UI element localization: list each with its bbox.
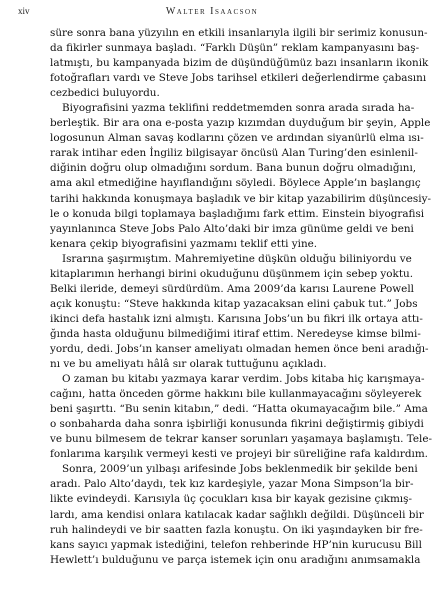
- text-line: rarak intihar eden İngiliz bilgisayar öncüsü Alan Turing’den esinlenil-: [50, 147, 418, 160]
- text-line: Sonra, 2009’un yılbaşı arifesinde Jobs beklenmedik bir şekilde beni: [62, 463, 418, 476]
- text-line: cağını, hatta önceden görme hakkını bile kullanmayacağını söyleyerek: [50, 388, 422, 401]
- text-line: berleştik. Bir ara ona e-posta yazıp kızımdan duyduğum bir şeyin, Apple: [50, 117, 431, 130]
- paragraph: [50, 372, 432, 462]
- text-line: süre sonra bana yüzyılın en etkili insanlarıyla ilgili bir serimiz konusun-: [50, 27, 428, 39]
- text-line: ikinci defa hastalık izni almıştı. Karısına Jobs’un bu fikri ilk ortaya attı-: [50, 312, 423, 325]
- text-line: kans sayıcı yapmak istediğini, telefon rehberinde HP’nin kurucusu Bill: [50, 538, 422, 551]
- text-line: kenara çekip biyografisini yazmamı teklif etti yine.: [50, 237, 318, 250]
- paragraph: [50, 462, 424, 567]
- text-line: aradı. Palo Alto’daydı, tek kız kardeşiyle, yazar Mona Simpson’la bir-: [50, 478, 414, 491]
- text-line: da fikirler sunmaya başladı. “Farklı Düşün” reklam kampanyasını baş-: [50, 42, 420, 55]
- text-line: nı ve bu ameliyatı hâlâ sır olarak tuttuğunu açıkladı.: [50, 358, 327, 371]
- text-line: yordu, dedi. Jobs’ın kanser ameliyatı olmadan hemen önce beni aradığı-: [50, 342, 429, 355]
- text-line: ve bunu bilmesem de tekrar kanser sorunları yaşamaya başlamıştı. Tele-: [50, 433, 432, 446]
- text-line: Hewlett’ı bulduğunu ve parça istemek için onu aradığını anımsamakla: [50, 553, 421, 566]
- text-line: tarihi hakkında konuşmaya başladık ve bir kitap yazabilirim düşüncesiy-: [50, 192, 431, 205]
- text-line: lardı, ama kendisi onlara katılacak kadar sağlıklı değildi. Düşünceli bir: [50, 508, 424, 521]
- text-line: kitaplarımın herhangi birini okuduğunu düşünmem için sebep yoktu.: [50, 267, 413, 280]
- body-text: [50, 26, 432, 568]
- page-header: [18, 6, 406, 20]
- text-line: o sonbaharda daha sonra işbirliği konusunda fikrini değiştirmiş gibiydi: [50, 418, 424, 431]
- text-line: le o konuda bilgi toplamaya başladığımı fark ettim. Einstein biyografisi: [50, 207, 425, 220]
- text-line: ama akıl etmediğine hayıflandığını söyledi. Böylece Apple’ın başlangıç: [50, 177, 421, 190]
- text-line: Israrına şaşırmıştım. Mahremiyetine düşkün olduğu biliniyordu ve: [62, 252, 412, 265]
- text-line: ğında hasta olduğunu bilmediğimi itiraf ettim. Neredeyse kimse bilmi-: [50, 327, 421, 340]
- text-line: cezbedici buluyordu.: [50, 87, 160, 100]
- running-head-author: Walter Isaacson: [165, 6, 259, 17]
- text-line: latmıştı, bu kampanyada bizim de düşündüğümüz bazı insanların ikonik: [50, 57, 429, 70]
- text-line: fotoğrafları vardı ve Steve Jobs tarihsel etkileri değerlendirme çabasını: [50, 72, 427, 85]
- text-line: ruh halindeydi ve bir saatten fazla konuştu. On iki yaşındayken bir fre-: [50, 523, 423, 536]
- paragraph: [50, 26, 429, 101]
- paragraph: [50, 252, 429, 372]
- text-line: açık konuştu: “Steve hakkında kitap yazacaksan elini çabuk tut.” Jobs: [50, 297, 418, 310]
- text-line: Belki ileride, demeyi sürdürdüm. Ama 2009’da karısı Laurene Powell: [50, 282, 414, 295]
- text-line: Biyografisini yazma teklifini reddetmemden sonra arada sırada ha-: [62, 102, 415, 115]
- text-line: diğinin doğru olup olmadığını sordum. Bana bunun doğru olmadığını,: [50, 162, 417, 175]
- text-line: fonlarıma karşılık vermeyi kesti ve projeyi bir süreliğine rafa kaldırdım.: [50, 448, 428, 461]
- text-line: logosunun Alman savaş kodlarını çözen ve ardından siyanürlü elma ısı-: [50, 132, 424, 145]
- text-line: O zaman bu kitabı yazmaya karar verdim. Jobs kitaba hiç karışmaya-: [62, 373, 425, 386]
- paragraph: [50, 101, 431, 251]
- page-number: xiv: [18, 6, 30, 16]
- text-line: likte evindeydi. Karısıyla üç çocukları kısa bir kayak gezisine çıkmış-: [50, 493, 412, 506]
- text-line: yayınlanınca Steve Jobs Palo Alto’daki bir imza günüme geldi ve beni: [50, 222, 414, 235]
- text-line: beni şaşırttı. “Bu senin kitabın,” dedi. “Hatta okumayacağım bile.” Ama: [50, 403, 428, 416]
